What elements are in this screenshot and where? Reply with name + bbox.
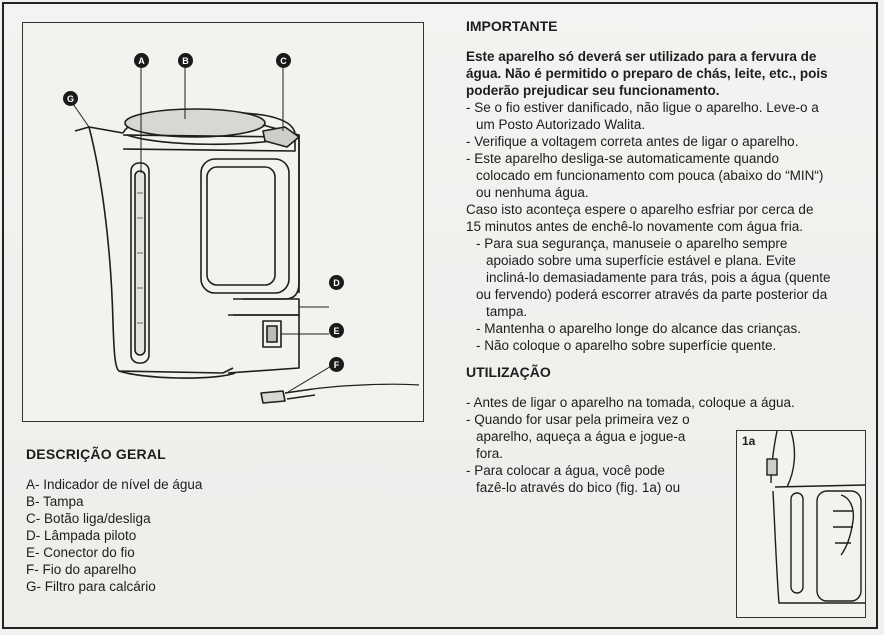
bullet-line: apoiado sobre uma superfície estável e plana. Evite: [486, 253, 796, 268]
kettle-drawing: [23, 23, 423, 421]
important-warning: [466, 48, 861, 99]
bullet-line: incliná-lo demasiadamente para trás, pois a água (quente: [486, 270, 831, 285]
part-item-e: E- Conector do fio: [26, 545, 135, 560]
bullet-line: - Quando for usar pela primeira vez o: [466, 412, 690, 427]
bullet-line: - Não coloque o aparelho sobre superfície quente.: [476, 338, 777, 353]
callout-b: B: [178, 53, 193, 68]
bullet-line: - Para sua segurança, manuseie o aparelho sempre: [476, 236, 788, 251]
callout-e: E: [329, 323, 344, 338]
callout-a: A: [134, 53, 149, 68]
part-item-b: B- Tampa: [26, 494, 84, 509]
figure-label: 1a: [742, 434, 756, 448]
bullet-line: ou nenhuma água.: [476, 185, 589, 200]
part-item-a: A- Indicador de nível de água: [26, 477, 203, 492]
important-heading: IMPORTANTE: [466, 18, 558, 34]
bullet-line: colocado em funcionamento com pouca (abaixo do “MIN“): [476, 168, 824, 183]
part-item-c: C- Botão liga/desliga: [26, 511, 151, 526]
description-title: DESCRIÇÃO GERAL: [26, 446, 166, 462]
callout-c: C: [276, 53, 291, 68]
parts-list: [26, 476, 202, 595]
bullet-line: - Mantenha o aparelho longe do alcance das crianças.: [476, 321, 801, 336]
bullet-line: um Posto Autorizado Walita.: [476, 117, 646, 132]
callout-d: D: [329, 275, 344, 290]
bullet-line: ou fervendo) poderá escorrer através da parte posterior da: [476, 287, 828, 302]
bullet-line: fazê-lo através do bico (fig. 1a) ou: [476, 480, 681, 495]
callout-g: G: [63, 91, 78, 106]
bullet-line: - Este aparelho desliga-se automaticamente quando: [466, 151, 779, 166]
warning-line: poderão prejudicar seu funcionamento.: [466, 83, 720, 98]
warning-line: água. Não é permitido o preparo de chás, leite, etc., pois: [466, 66, 828, 81]
bullet-line: - Se o fio estiver danificado, não ligue o aparelho. Leve-o a: [466, 100, 819, 115]
bullet-line: tampa.: [486, 304, 528, 319]
bullet-line: - Verifique a voltagem correta antes de ligar o aparelho.: [466, 134, 799, 149]
part-item-d: D- Lâmpada piloto: [26, 528, 137, 543]
bullet-line: fora.: [476, 446, 504, 461]
paragraph-line: 15 minutos antes de enchê-lo novamente com água fria.: [466, 219, 803, 234]
callout-f: F: [329, 357, 344, 372]
figure-1a: [736, 430, 866, 618]
kettle-illustration: [22, 22, 424, 422]
warning-line: Este aparelho só deverá ser utilizado para a fervura de: [466, 49, 817, 64]
figure-1a-drawing: [737, 431, 865, 617]
important-bullets-a: [466, 99, 830, 354]
bullet-line: aparelho, aqueça a água e jogue-a: [476, 429, 686, 444]
part-item-f: F- Fio do aparelho: [26, 562, 137, 577]
bullet-line: - Para colocar a água, você pode: [466, 463, 665, 478]
usage-heading: UTILIZAÇÃO: [466, 364, 551, 380]
part-item-g: G- Filtro para calcário: [26, 579, 156, 594]
bullet-line: - Antes de ligar o aparelho na tomada, coloque a água.: [466, 395, 795, 410]
paragraph-line: Caso isto aconteça espere o aparelho esfriar por cerca de: [466, 202, 814, 217]
